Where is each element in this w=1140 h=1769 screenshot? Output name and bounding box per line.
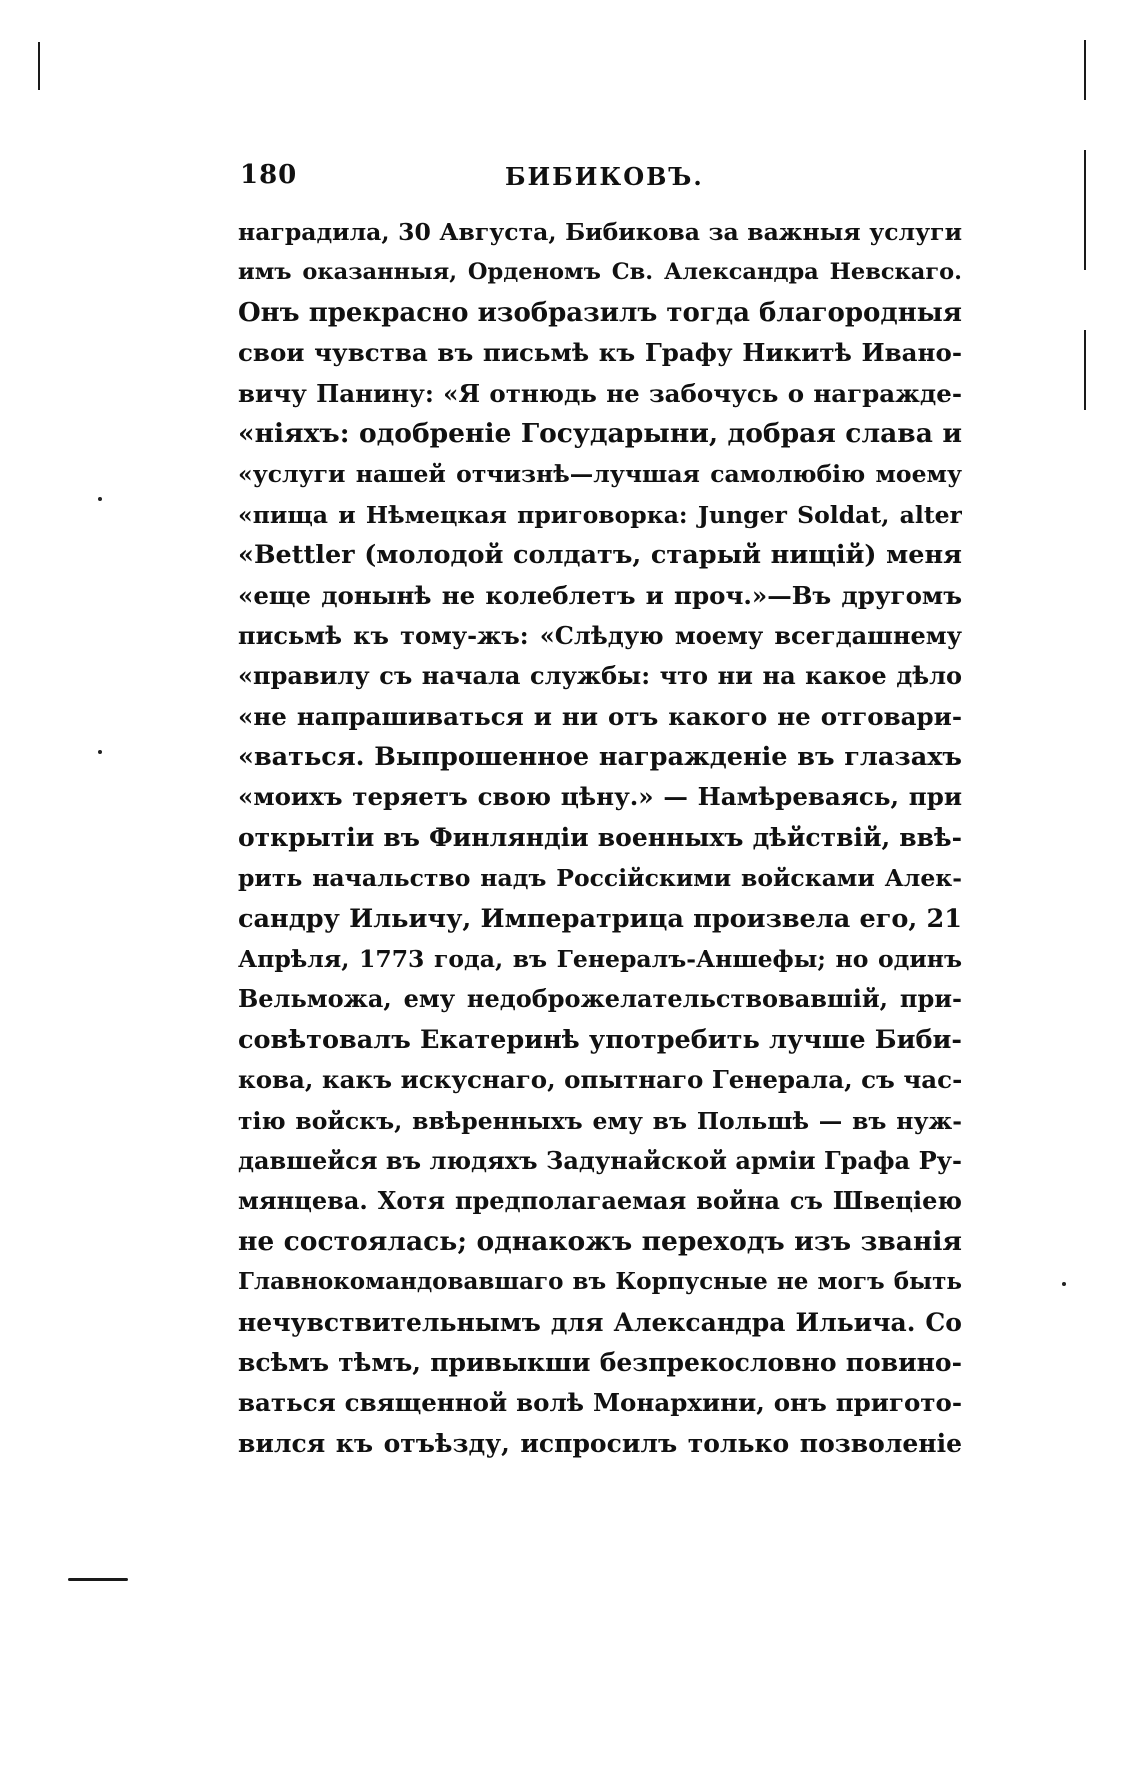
text-line: вичу Панину: «Я отнюдь не забочусь о награжде- — [238, 378, 962, 408]
scan-edge-line-left — [38, 42, 40, 90]
text-line: «Bettler (молодой солдатъ, старый нищій) меня — [238, 540, 962, 571]
text-line: сандру Ильичу, Императрица произвела его, 21 — [238, 903, 962, 934]
text-line: письмѣ къ тому-жъ: «Слѣдую моему всегдашнему — [238, 620, 962, 650]
text-line: Вельможа, ему недоброжелательствовавшій, при- — [238, 984, 962, 1014]
text-line: «услуги нашей отчизнѣ—лучшая самолюбію моему — [238, 460, 962, 489]
text-line: «ваться. Выпрошенное награжденіе въ глазахъ — [238, 742, 962, 773]
scan-speck — [1062, 1282, 1066, 1286]
text-line: наградила, 30 Августа, Бибикова за важныя услуги — [238, 218, 962, 246]
text-line: не состоялась; однакожъ переходъ изъ званія — [238, 1225, 962, 1257]
text-line: нечувствительнымъ для Александра Ильича. Со — [238, 1307, 962, 1337]
text-line: Онъ прекрасно изобразилъ тогда благородныя — [238, 297, 962, 328]
scan-edge-line-right-3 — [1084, 330, 1086, 410]
scan-edge-line-right — [1084, 40, 1086, 100]
text-line: тію войскъ, ввѣренныхъ ему въ Польшѣ — въ нуж- — [238, 1106, 962, 1135]
page-header — [240, 160, 940, 200]
text-line: «не напрашиваться и ни отъ какого не отговари- — [238, 701, 962, 731]
scan-edge-line-right-2 — [1084, 150, 1086, 270]
text-line: имъ оказанныя, Орденомъ Св. Александра Невскаго. — [238, 259, 962, 286]
body-text — [238, 212, 962, 1464]
text-line: ваться священной волѣ Монархини, онъ пригото- — [238, 1388, 962, 1418]
text-line: всѣмъ тѣмъ, привыкши безпрекословно повино- — [238, 1347, 962, 1377]
text-line: совѣтовалъ Екатеринѣ употребить лучше Биби- — [238, 1024, 962, 1055]
text-line: давшейся въ людяхъ Задунайской арміи Графа Ру- — [238, 1145, 962, 1175]
text-line: рить начальство надъ Россійскими войсками Алек- — [238, 864, 962, 893]
text-line: свои чувства въ письмѣ къ Графу Никитѣ Ивано- — [238, 338, 962, 368]
scan-dash-mark — [68, 1578, 128, 1581]
scan-speck — [98, 750, 102, 754]
text-line: «еще донынѣ не колеблетъ и проч.»—Въ другомъ — [238, 580, 962, 610]
text-line: «ніяхъ: одобреніе Государыни, добрая слава и — [238, 417, 962, 449]
running-title: БИБИКОВЪ. — [505, 162, 704, 191]
text-line: «пища и Нѣмецкая приговорка: Junger Soldat, alter — [238, 500, 962, 529]
text-line: «моихъ теряетъ свою цѣну.» — Намѣреваясь, при — [238, 782, 962, 812]
text-line: вился къ отъѣзду, испросилъ только позволеніе — [238, 1428, 962, 1458]
text-line: мянцева. Хотя предполагаемая война съ Швеціею — [238, 1186, 962, 1216]
page-number: 180 — [240, 160, 298, 190]
text-line: кова, какъ искуснаго, опытнаго Генерала, съ час- — [238, 1065, 962, 1095]
text-line: Главнокомандовавшаго въ Корпусные не могъ быть — [238, 1268, 962, 1296]
scan-speck — [98, 497, 102, 501]
text-line: Апрѣля, 1773 года, въ Генералъ-Аншефы; но одинъ — [238, 945, 962, 974]
text-line: «правилу съ начала службы: что ни на какое дѣло — [238, 661, 962, 691]
text-line: открытіи въ Финляндіи военныхъ дѣйствій, ввѣ- — [238, 822, 962, 852]
